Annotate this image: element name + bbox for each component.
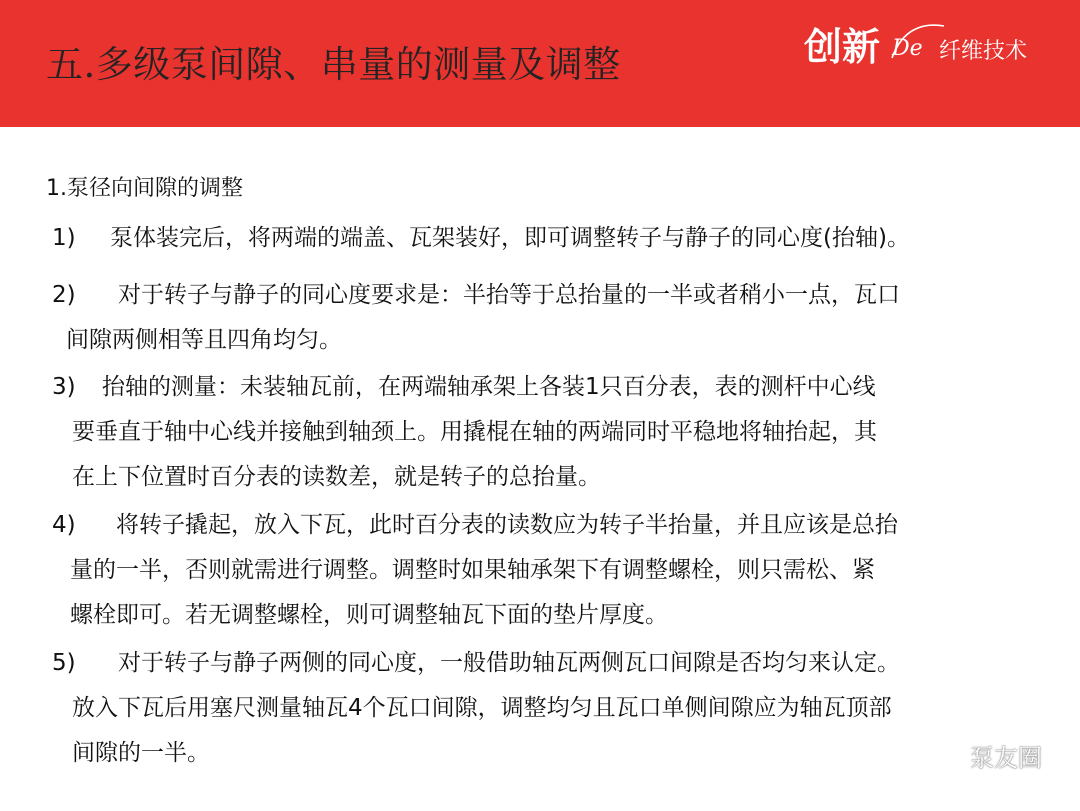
item-line [52,216,910,261]
item-line [52,273,900,318]
brand-logo [804,14,1066,69]
item-text: 抬轴的测量：未装轴瓦前，在两端轴承架上各装1只百分表，表的测杆中心线 [102,374,876,400]
item-text: 间隙的一半。 [72,740,210,766]
item-text: 在上下位置时百分表的读数差，就是转子的总抬量。 [72,464,601,490]
item-text: 对于转子与静子两侧的同心度，一般借助轴瓦两侧瓦口间隙是否均匀来认定。 [118,650,900,676]
item-text: 间隙两侧相等且四角均匀。 [66,327,342,353]
item-line [52,365,877,410]
section-title: 1.泵径向间隙的调整 [46,176,243,201]
item-number: 5) [52,650,76,676]
item-line [52,318,900,363]
item-text: 要垂直于轴中心线并接触到轴颈上。用撬棍在轴的两端同时平稳地将轴抬起，其 [72,419,877,445]
item-number: 2) [52,282,76,308]
item-number: 3) [52,374,76,400]
list-item [52,503,898,638]
brand-script-text: De [892,36,923,61]
item-text: 螺栓即可。若无调整螺栓，则可调整轴瓦下面的垫片厚度。 [70,602,668,628]
item-text: 量的一半，否则就需进行调整。调整时如果轴承架下有调整螺栓，则只需松、紧 [70,557,875,583]
item-text: 泵体装完后，将两端的端盖、瓦架装好，即可调整转子与静子的同心度(抬轴)。 [110,225,910,251]
list-item [52,365,877,500]
item-number: 1) [52,225,76,251]
list-item [52,216,910,261]
item-line [52,455,877,500]
item-line [52,593,898,638]
item-line [52,548,898,593]
list-item [52,641,900,776]
item-line [52,641,900,686]
item-number: 4) [52,512,76,538]
list-item [52,273,900,363]
item-line [52,686,900,731]
brand-sub-text: 纤维技术 [939,39,1028,64]
wechat-icon [928,743,962,769]
item-line [52,410,877,455]
watermark [928,738,1042,773]
item-line [52,731,900,776]
content-area [0,127,1080,811]
header-banner [0,0,1080,127]
item-text: 将转子撬起，放入下瓦，此时百分表的读数应为转子半抬量，并且应该是总抬 [116,512,898,538]
watermark-text: 泵友圈 [970,744,1042,772]
item-text: 放入下瓦后用塞尺测量轴瓦4个瓦口间隙，调整均匀且瓦口单侧间隙应为轴瓦顶部 [72,695,892,721]
item-text: 对于转子与静子的同心度要求是：半抬等于总抬量的一半或者稍小一点，瓦口 [118,282,900,308]
item-line [52,503,898,548]
page-title: 五.多级泵间隙、串量的测量及调整 [46,43,621,86]
brand-main-text: 创新 [804,24,881,69]
